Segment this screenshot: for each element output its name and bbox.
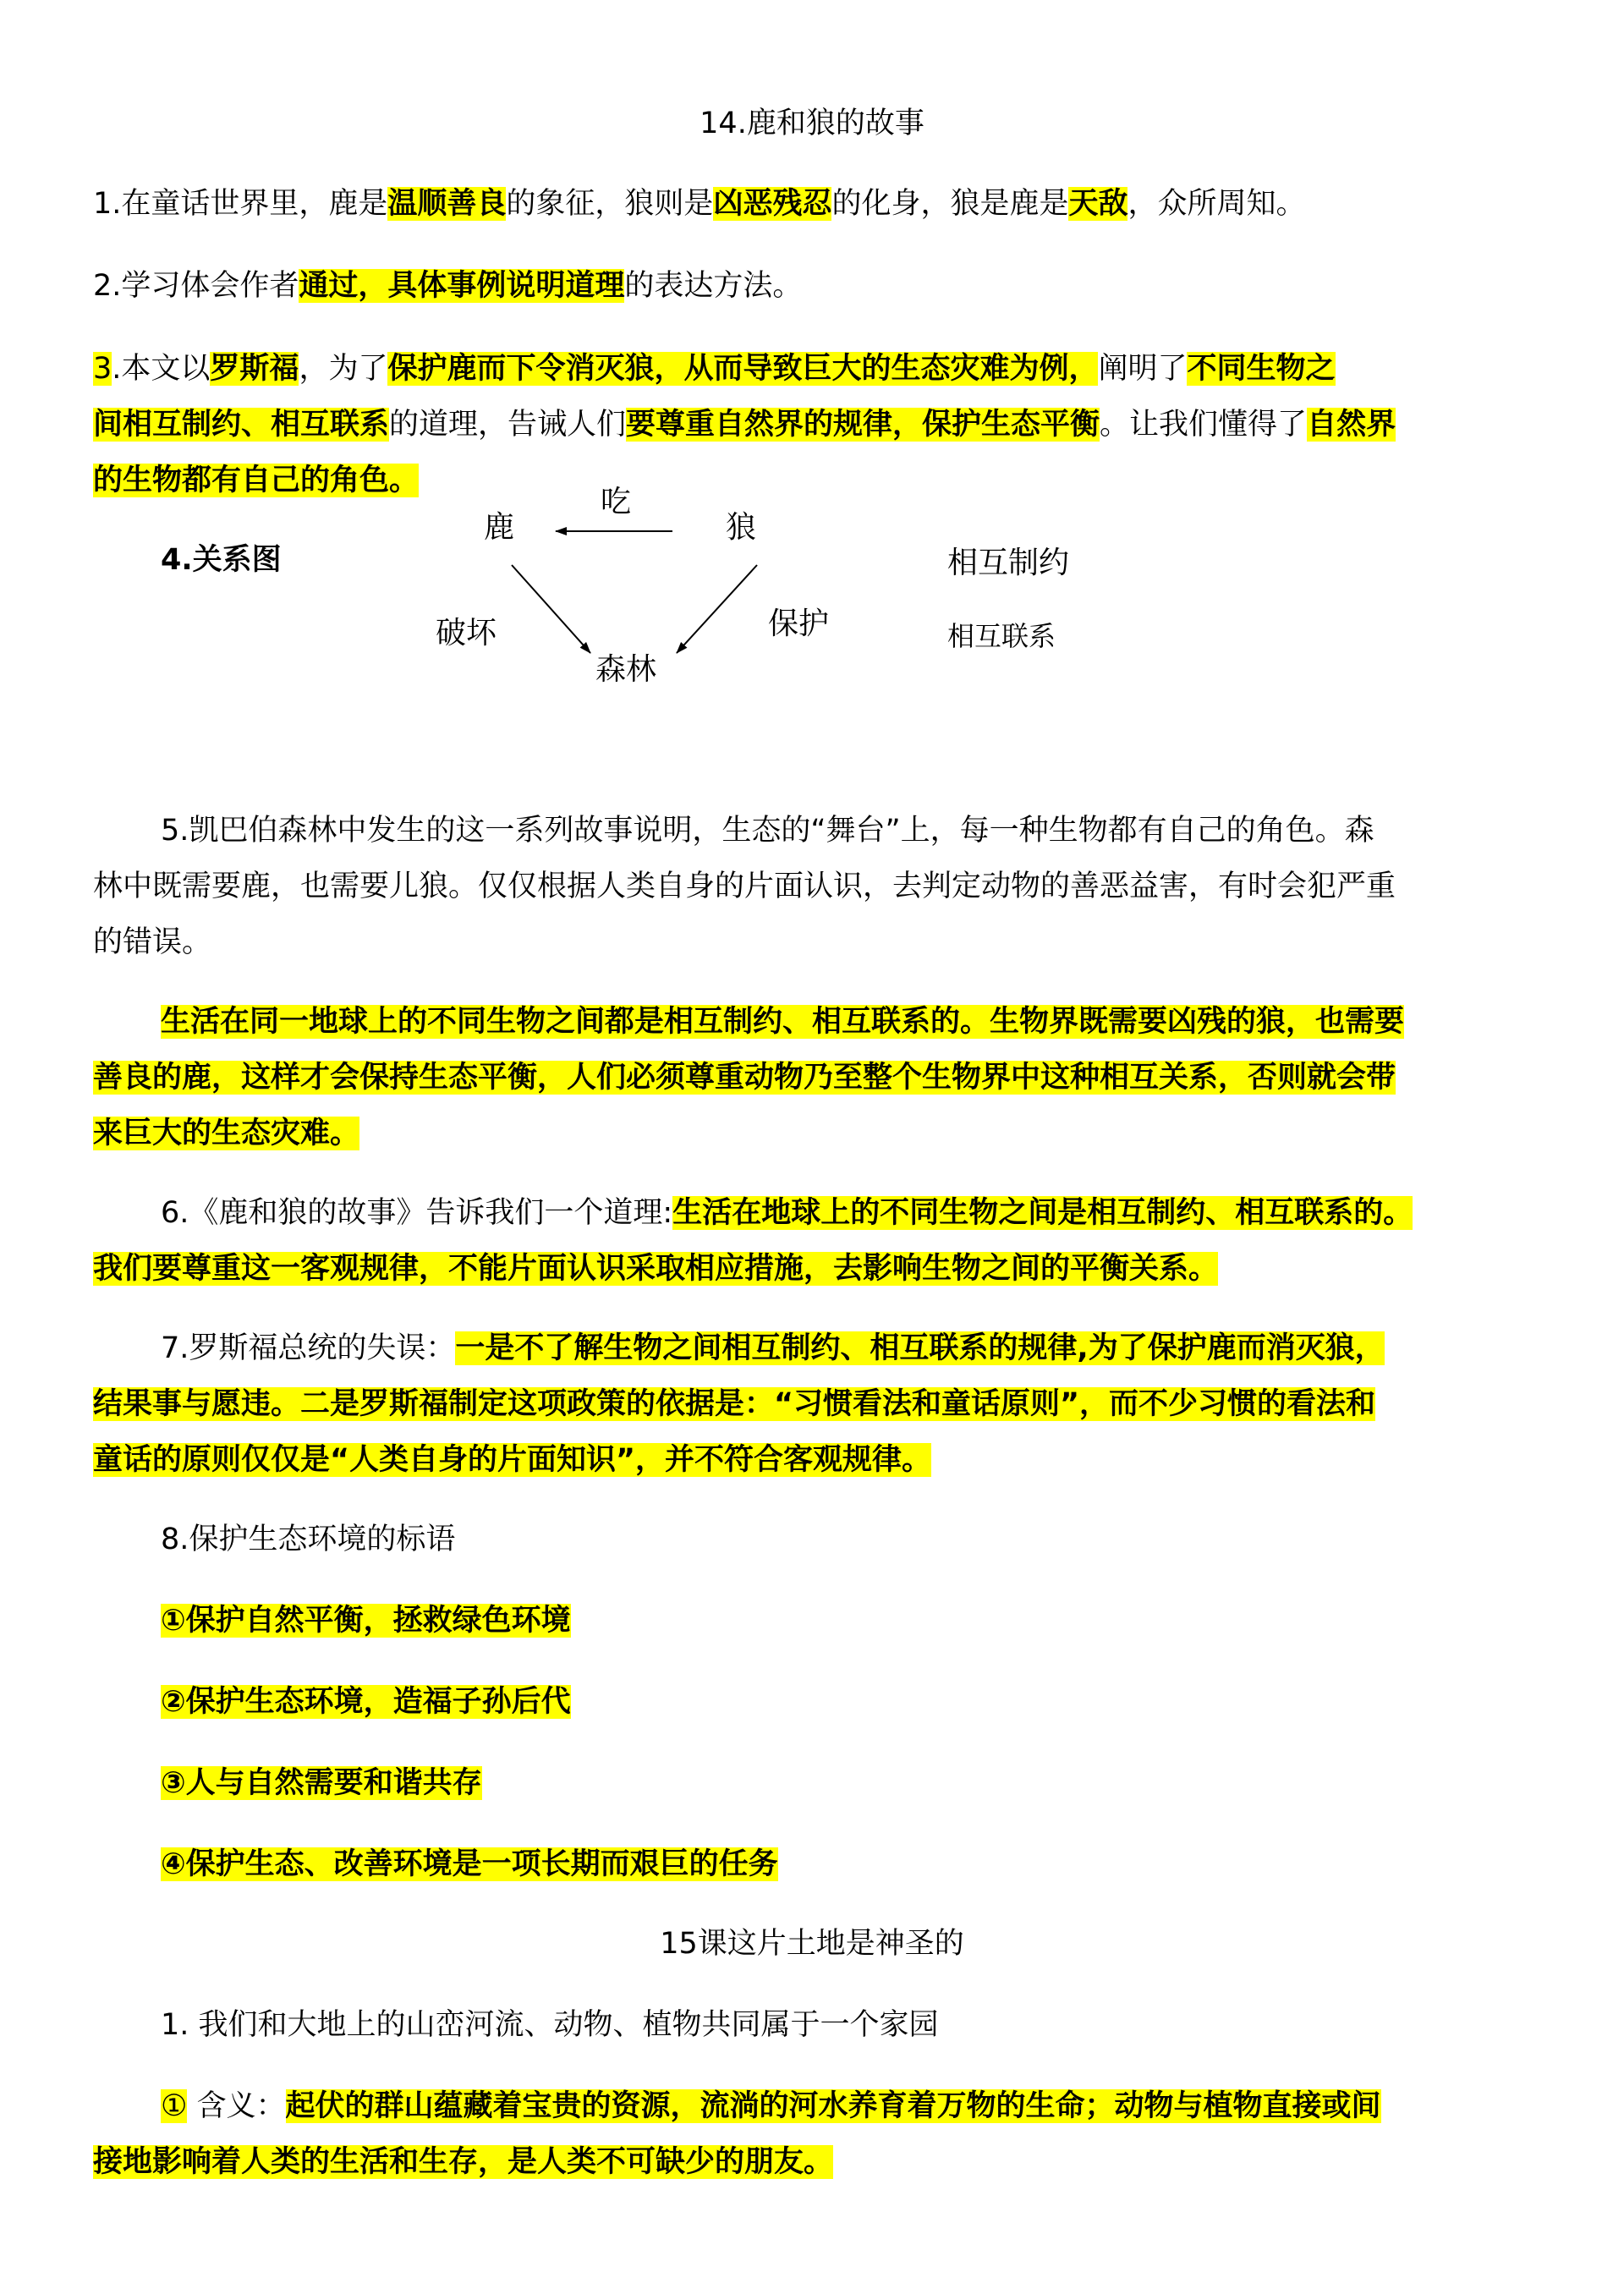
highlight: 来巨大的生态灾难。: [93, 1117, 360, 1150]
text: ，众所周知。: [1127, 187, 1306, 221]
point-7-line-3: [93, 1433, 1548, 1487]
highlight: 结果事与愿违。二是罗斯福制定这项政策的依据是：“习惯看法和童话原则”，而不少习惯的看法和: [93, 1387, 1376, 1421]
text: 阐明了: [1098, 352, 1188, 386]
protect-label: 保护: [768, 606, 830, 641]
text: 的象征，狼则是: [506, 187, 714, 221]
highlight: ④保护生态、改善环境是一项长期而艰巨的任务: [161, 1847, 778, 1881]
slogan-1: [161, 1594, 1616, 1648]
highlight: 自然界: [1307, 408, 1396, 442]
summary-line-2: [93, 1051, 1548, 1105]
highlight: ①保护自然平衡，拯救绿色环境: [161, 1604, 571, 1638]
highlight: 保护鹿而下令消灭狼，从而导致巨大的生态灾难为例，: [387, 352, 1099, 386]
highlight: 通过，具体事例说明道理: [299, 269, 625, 303]
wolf-label: 狼: [726, 510, 757, 545]
text: ，为了: [299, 352, 388, 386]
text: 的表达方法。: [624, 269, 803, 303]
meaning-line-2: [93, 2135, 1548, 2189]
highlight: 一是不了解生物之间相互制约、相互联系的规律,为了保护鹿而消灭狼，: [455, 1331, 1385, 1365]
highlight: 接地影响着人类的生活和生存，是人类不可缺少的朋友。: [93, 2145, 834, 2179]
mutual-restraint-label: 相互制约: [947, 546, 1070, 580]
meaning-line-1: [161, 2079, 1616, 2133]
point-8-title: 8.保护生态环境的标语: [161, 1523, 456, 1556]
highlight: 罗斯福: [210, 352, 299, 386]
point-7-line-1: [161, 1321, 1616, 1375]
highlight: 要尊重自然界的规律，保护生态平衡: [626, 408, 1100, 442]
text: .本文以: [112, 352, 211, 386]
summary-line-1: [161, 995, 1616, 1049]
deer-label: 鹿: [484, 510, 515, 545]
text: 2.学习体会作者: [93, 269, 299, 303]
highlight: ②保护生态环境，造福子孙后代: [161, 1685, 571, 1719]
highlight: 温顺善良: [387, 187, 507, 221]
point-6-line-1: [161, 1186, 1616, 1240]
highlight: 善良的鹿，这样才会保持生态平衡，人们必须尊重动物乃至整个生物界中这种相互关系，否则就会带: [93, 1061, 1396, 1095]
text: 1.在童话世界里，鹿是: [93, 187, 388, 221]
diagram-heading: 4.关系图: [161, 543, 282, 577]
highlight: ①: [161, 2089, 188, 2123]
destroy-label: 破坏: [436, 616, 497, 650]
lesson14-title: 14.鹿和狼的故事: [700, 107, 924, 140]
highlight: ③人与自然需要和谐共存: [161, 1766, 482, 1800]
highlight: 生活在同一地球上的不同生物之间都是相互制约、相互联系的。生物界既需要凶残的狼，也需要: [161, 1005, 1405, 1039]
point-7-line-2: [93, 1377, 1548, 1431]
text: 。让我们懂得了: [1100, 408, 1308, 442]
highlight: 凶恶残忍: [713, 187, 832, 221]
lesson15-title: 15课这片土地是神圣的: [660, 1927, 964, 1961]
highlight: 生活在地球上的不同生物之间是相互制约、相互联系的。: [672, 1196, 1413, 1230]
text: 的道理，告诫人们: [389, 408, 627, 442]
highlight: 3: [93, 352, 112, 386]
highlight: 间相互制约、相互联系: [93, 408, 390, 442]
highlight: 童话的原则仅仅是“人类自身的片面知识”，并不符合客观规律。: [93, 1443, 932, 1477]
point-5-line-3: 的错误。: [93, 925, 212, 959]
point-5-line-1: 5.凯巴伯森林中发生的这一系列故事说明，生态的“舞台”上，每一种生物都有自己的角色。森: [161, 814, 1374, 848]
highlight: 我们要尊重这一客观规律，不能片面认识采取相应措施，去影响生物之间的平衡关系。: [93, 1252, 1219, 1286]
highlight: 的生物都有自己的角色。: [93, 464, 420, 497]
point-6-line-2: [93, 1242, 1548, 1296]
text: 的化身，狼是鹿是: [831, 187, 1069, 221]
point-5-line-2: 林中既需要鹿，也需要儿狼。仅仅根据人类自身的片面认识，去判定动物的善恶益害，有时会犯严重: [93, 870, 1396, 903]
slogan-4: [161, 1837, 1616, 1891]
summary-line-3: [93, 1106, 1548, 1161]
text: 7.罗斯福总统的失误：: [161, 1331, 456, 1365]
destroy-arrow: [512, 565, 590, 653]
text: 含义：: [187, 2089, 286, 2123]
slogan-3: [161, 1756, 1616, 1810]
slogan-2: [161, 1675, 1616, 1729]
lesson15-point-1: 1. 我们和大地上的山峦河流、动物、植物共同属于一个家园: [161, 2008, 939, 2042]
highlight: 起伏的群山蕴藏着宝贵的资源，流淌的河水养育着万物的生命；动物与植物直接或间: [285, 2089, 1381, 2123]
forest-label: 森林: [595, 652, 657, 687]
text: 6.《鹿和狼的故事》告诉我们一个道理:: [161, 1196, 673, 1230]
mutual-connection-label: 相互联系: [947, 620, 1056, 652]
eat-label: 吃: [601, 485, 632, 519]
highlight: 天敌: [1068, 187, 1128, 221]
highlight: 不同生物之: [1187, 352, 1336, 386]
protect-arrow: [677, 565, 757, 653]
